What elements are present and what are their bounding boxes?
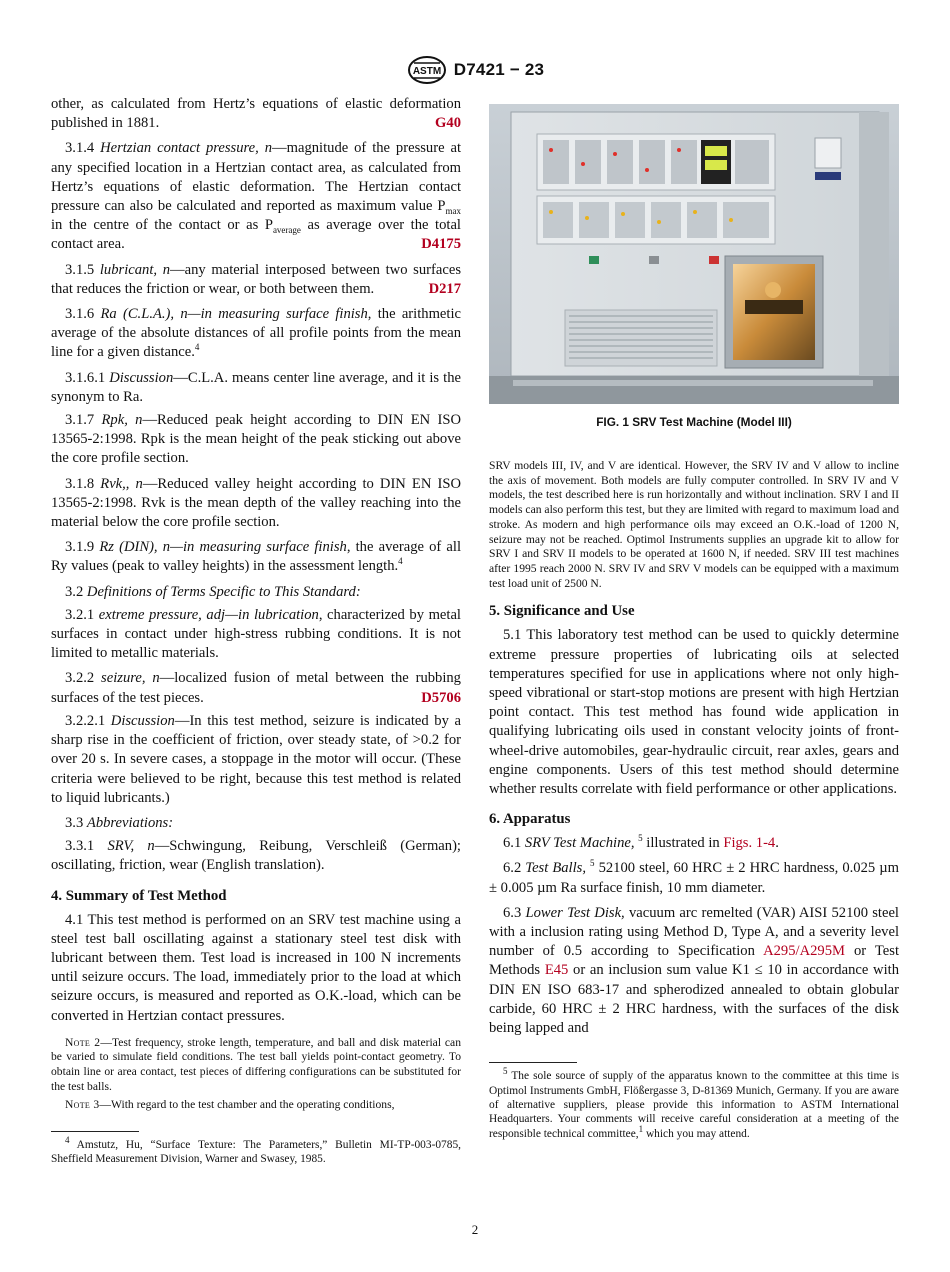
- section-3-2-2-1: 3.2.2.1 Discussion—In this test method, seizure is indicated by a sharp rise in the coefficient of friction, over steady state, of >0.2 for over 20 s. In severe cases, a stoppage in the motor will occur. (These criteria were believed to be right, because this test method is related to liquid lubricants.): [51, 712, 462, 806]
- footnote-marker[interactable]: 5: [590, 858, 595, 869]
- right-column: [489, 104, 899, 1141]
- reference-link-e45[interactable]: E45: [544, 962, 569, 979]
- section-4-1: 4.1 This test method is performed on an SRV test machine using a steel test ball oscillating against a stationary steel test disk with lubricant between them. Test load is increased in 100 N increments until seizure occurs. The load, immediately prior to the load at which seizure occurs, is measured and reported as O.K.-load, which can be converted in Hertzian contact pressures.: [51, 911, 461, 1024]
- section-6-3: 6.3 Lower Test Disk, vacuum arc remelted (VAR) AISI 52100 steel with a inclusion rating using Method D, Type A, and a severity level number of 0.5 according to Specification A295/A295M or Test Methods E45 or an inclusion sum value K1 ≤ 10 in accordance with DIN EN ISO 683-17 and spherodized annealed to obtain globular carbide, 60 HRC ± 2 HRC hardness, with the surfaces of the disk being lapped and: [489, 904, 899, 1036]
- reference-link-g40[interactable]: G40: [435, 115, 461, 132]
- srv-models-paragraph: SRV models III, IV, and V are identical. However, the SRV IV and V allow to incline the axis of movement. Both models are fully computer controlled. In SRV IV and V models, the test described here is run horizontally and without inclination. SRV I and II models can also perform this test, but they are limited with regard to maximum load and stroke. As modern and high performance oils may exceed an O.K.-load of 1200 N, seizure may not be reached. Optimol Instruments supplies an upgrade kit to allow for SRV I and SRV II models to be operated at 1600 N, if needed. SRV III test machines after 1995 reach 2000 N. SRV IV and SRV V models can be equipped with a maximum test load unit of 2500 N.: [489, 459, 899, 590]
- reference-link-d217[interactable]: D217: [428, 280, 461, 297]
- footnote-marker[interactable]: 5: [638, 833, 643, 844]
- section-3-2-2: 3.2.2 seizure, n—localized fusion of metal between the rubbing surfaces of the test pieces. D5706: [51, 669, 461, 707]
- left-column: [51, 95, 461, 1167]
- section-3-1-4: 3.1.4 Hertzian contact pressure, n—magnitude of the pressure at any specified location in a Hertzian contact area, as calculated from Hertz’s equations of elastic deformation. The Hertzian contact pressure can also be calculated and reported as maximum value $P_{max}$ in the centre of the contact or as $P_{average}$ as average over the total contact area. D4175: [51, 139, 461, 254]
- page-number: 2: [471, 1222, 479, 1237]
- section-3-1-6-1: 3.1.6.1 Discussion—C.L.A. means center line average, and it is the synonym to Ra.: [51, 369, 461, 405]
- footnote-divider: [489, 1062, 577, 1063]
- footnote-4: $^4$ Amstutz, Hu, “Surface Texture: The Parameters,” Bulletin MI-TP-003-0785, Sheffield Measurement Division, Warner and Swasey, 1985.: [51, 1134, 461, 1166]
- footnote-5: $^5$ The sole source of supply of the apparatus known to the committee at this time is Optimol Instruments GmbH, Flößergasse 3, D-81369 Munich, Germany. If you are aware of alternative suppliers, please provide this information to ASTM International Headquarters. Your comments will receive careful consideration at a meeting of the responsible technical committee,$^1$ which you may attend.: [489, 1066, 899, 1140]
- reference-link-d4175[interactable]: D4175: [421, 236, 461, 253]
- section-3-3: 3.3 Abbreviations:: [65, 814, 174, 831]
- srv-test-machine-photo: [489, 104, 899, 404]
- section-3-3-1: 3.3.1 SRV, n—Schwingung, Reibung, Verschleiß (German); oscillating, friction, wear (English translation).: [51, 838, 461, 874]
- section-3-1-5: 3.1.5 lubricant, n—any material interposed between two surfaces that reduces the friction or wear, or both between them. D217: [51, 261, 461, 299]
- section-3-1-9: 3.1.9 Rz (DIN), n—in measuring surface finish, the average of all Ry values (peak to valley heights) in the assessment length.$^4$: [51, 539, 461, 575]
- svg-text:ASTM: ASTM: [412, 66, 441, 77]
- footnote-marker[interactable]: 4: [398, 556, 403, 567]
- note-3: Note 3—With regard to the test chamber and the operating conditions,: [65, 1098, 395, 1112]
- document-number: D7421 − 23: [453, 60, 545, 79]
- section-3-2: 3.2 Definitions of Terms Specific to This Standard:: [65, 583, 361, 600]
- section-6-1: 6.1 SRV Test Machine, $^5$ illustrated in Figs. 1-4.: [503, 833, 779, 852]
- heading-summary-of-test-method: 4. Summary of Test Method: [51, 887, 227, 904]
- heading-significance-and-use: 5. Significance and Use: [489, 603, 635, 620]
- figure-caption: FIG. 1 SRV Test Machine (Model III): [596, 415, 792, 429]
- astm-logo-icon: [406, 55, 448, 85]
- section-3-1-7: 3.1.7 Rpk, n—Reduced peak height according to DIN EN ISO 13565-2:1998. Rpk is the mean height of the peak sticking out above the core profile section.: [51, 412, 461, 467]
- section-6-2: 6.2 Test Balls, $^5$ 52100 steel, 60 HRC ± 2 HRC hardness, 0.025 µm ± 0.005 µm Ra surface finish, 10 mm diameter.: [489, 858, 899, 896]
- paragraph-continuation: other, as calculated from Hertz’s equations of elastic deformation published in 1881. G40: [51, 95, 461, 133]
- heading-apparatus: 6. Apparatus: [489, 811, 571, 828]
- section-3-1-6: 3.1.6 Ra (C.L.A.), n—in measuring surface finish, the arithmetic average of the absolute distances of all profile points from the mean line for a given distance.$^4$: [51, 306, 461, 361]
- section-3-2-1: 3.2.1 extreme pressure, adj—in lubrication, characterized by metal surfaces in contact under high-stress rubbing conditions. It is not limited to metallic materials.: [51, 606, 461, 662]
- reference-link-a295[interactable]: A295/A295M: [763, 943, 845, 960]
- footnote-marker[interactable]: 4: [194, 342, 200, 353]
- page-header: [0, 55, 950, 85]
- note-2: Note 2—Test frequency, stroke length, temperature, and ball and disk material can be varied to simulate field conditions. The test ball yields point-contact geometry. To obtain line or area contact, test pieces of differing configurations can be substituted for the test balls.: [51, 1035, 461, 1093]
- section-5-1: 5.1 This laboratory test method can be used to quickly determine extreme pressure properties of lubricating oils at selected temperatures specified for use in applications where not only high-speed vibrational or start-stop motions are present with high Hertzian point contact. This test method has found wide application in qualifying lubricating oils used in constant velocity joints of front-wheel-drive automobiles, gear-hydraulic circuit, rear axles, gears and engine components. Users of this test method should determine whether results correlate with field performance or other applications.: [489, 627, 899, 797]
- footnote-divider: [51, 1131, 139, 1132]
- section-3-1-8: 3.1.8 Rvk,, n—Reduced valley height according to DIN EN ISO 13565-2:1998. Rvk is the mean depth of the valley reaching into the material below the core profile section.: [51, 475, 461, 531]
- reference-link-d5706[interactable]: D5706: [421, 689, 461, 706]
- figs-link[interactable]: Figs. 1-4: [723, 835, 776, 852]
